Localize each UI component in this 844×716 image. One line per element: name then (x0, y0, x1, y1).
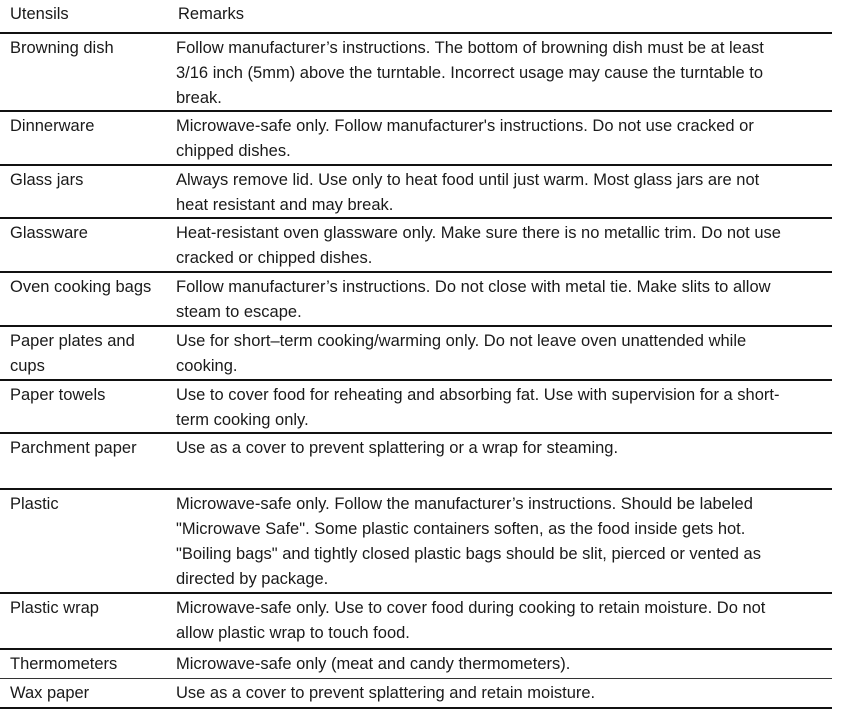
table-row (0, 490, 832, 594)
table-row (0, 650, 832, 679)
remark-cell: Microwave-safe only. Use to cover food during cooking to retain moisture. Do not allow plastic wrap to touch food. (176, 599, 766, 642)
utensil-cell: Glassware (10, 224, 88, 242)
table-row (0, 34, 832, 112)
header-utensils: Utensils (10, 5, 69, 23)
utensil-cell: Glass jars (10, 171, 84, 189)
utensil-cell: Browning dish (10, 39, 114, 57)
table-row (0, 381, 832, 434)
table-row (0, 679, 832, 709)
remark-cell: Use as a cover to prevent splattering or a wrap for steaming. (176, 439, 619, 457)
utensil-cell: Plastic (10, 495, 59, 513)
utensil-cell: Parchment paper (10, 439, 137, 457)
utensil-cell: Plastic wrap (10, 599, 99, 617)
table-row (0, 327, 832, 381)
remark-cell: Microwave-safe only (meat and candy thermometers). (176, 655, 571, 673)
remark-cell: Always remove lid. Use only to heat food until just warm. Most glass jars are not heat resistant and may break. (176, 171, 760, 214)
table-header (0, 0, 832, 34)
utensil-cell: Thermometers (10, 655, 118, 673)
utensil-cell: Wax paper (10, 684, 90, 702)
utensil-cell: Dinnerware (10, 117, 95, 135)
table-row (0, 112, 832, 166)
remark-cell: Heat-resistant oven glassware only. Make sure there is no metallic trim. Do not use cracked or chipped dishes. (176, 224, 781, 267)
header-remarks: Remarks (178, 5, 245, 23)
remark-cell: Follow manufacturer’s instructions. The bottom of browning dish must be at least 3/16 inch (5mm) above the turntable. Incorrect usage may cause the turntable to break. (176, 39, 764, 107)
table-row (0, 434, 832, 490)
table-row (0, 166, 832, 219)
remark-cell: Follow manufacturer’s instructions. Do not close with metal tie. Make slits to allow steam to escape. (176, 278, 771, 321)
table-row (0, 594, 832, 650)
remark-cell: Use as a cover to prevent splattering and retain moisture. (176, 684, 596, 702)
utensil-cell: Oven cooking bags (10, 278, 152, 296)
remark-cell: Microwave-safe only. Follow manufacturer's instructions. Do not use cracked or chipped dishes. (176, 117, 754, 160)
remark-cell: Microwave-safe only. Follow the manufacturer’s instructions. Should be labeled "Microwave Safe". Some plastic containers soften, as the food inside gets hot. "Boiling bags" and tightly closed plastic bags should be slit, pierced or vented as directed by package. (176, 495, 761, 588)
remark-cell: Use for short–term cooking/warming only. Do not leave oven unattended while cooking. (176, 332, 747, 375)
table-row (0, 219, 832, 273)
table-row (0, 273, 832, 327)
utensil-cell: Paper towels (10, 386, 106, 404)
utensil-cell: Paper plates and cups (10, 332, 135, 375)
remark-cell: Use to cover food for reheating and absorbing fat. Use with supervision for a short-term cooking only. (176, 386, 780, 429)
